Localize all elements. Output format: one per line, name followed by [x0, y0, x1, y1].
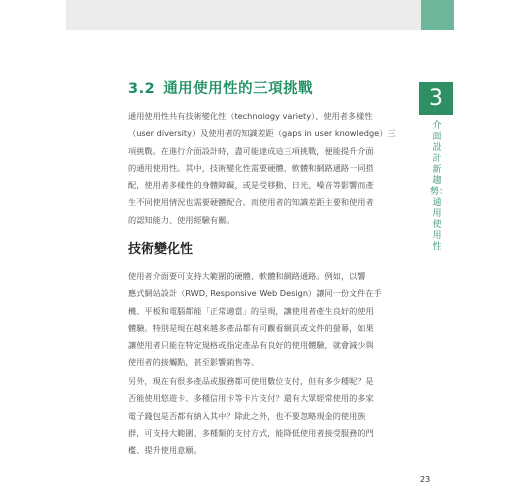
- paragraph-line: 機、平板和電腦都能「正常適當」的呈現，讓使用者產生良好的使用: [128, 305, 374, 316]
- section-title: 通用使用性的三項挑戰: [163, 81, 314, 97]
- paragraph-line: 應式網站設計（RWD, Responsive Web Design）讓同一份文件在手: [128, 288, 382, 299]
- paragraph-line: 項挑戰。在進行介面設計時，盡可能達成這三項挑戰，便能提升介面: [128, 145, 374, 156]
- paragraph-line: 的認知能力、使用經驗有關。: [128, 214, 235, 225]
- header-chapter-tab: [421, 0, 454, 30]
- paragraph-line: 檻、提升使用意願。: [128, 445, 202, 456]
- paragraph-line: 使用者的接觸點，甚至影響銷售等。: [128, 357, 260, 368]
- paragraph-line: 群，可支持大範圍、多種類的支付方式，能降低使用者接受服務的門: [128, 427, 374, 438]
- header-bar: [66, 0, 454, 30]
- paragraph-line: 生不同使用情況也需要硬體配合。而使用者的知識差距主要和使用者: [128, 197, 374, 208]
- paragraph-line: （user diversity）及使用者的知識差距（gaps in user knowledge）三: [128, 128, 396, 139]
- chapter-title-vertical: 介面設計新趨勢：通用使用性: [430, 121, 449, 252]
- intro-paragraph: [128, 108, 410, 229]
- paragraph-line: 否能使用悠遊卡、多種信用卡等卡片支付？還有大眾經常使用的多家: [128, 393, 374, 404]
- page-number: 23: [420, 475, 431, 484]
- paragraph-line: 另外，現在有很多產品或服務都可使用數位支付，但有多少種呢？是: [128, 376, 374, 386]
- payment-paragraph: [128, 373, 410, 459]
- paragraph-line: 配，使用者多樣性的身體障礙，或是受移動、日光、噪音等影響而產: [128, 180, 374, 191]
- paragraph-line: 讓使用者只能在特定規格或指定產品有良好的使用體驗，就會減少與: [128, 340, 374, 351]
- paragraph-line: 使用者介面要可支持大範圍的硬體、軟體和網路通路。例如，以響: [128, 271, 366, 281]
- section-heading: [128, 77, 313, 98]
- chapter-number-badge: 3: [419, 82, 453, 115]
- paragraph-line: 通用使用性共有技術變化性（technology variety）、使用者多樣性: [128, 111, 373, 121]
- technology-variety-paragraph: [128, 268, 410, 372]
- paragraph-line: 的通用使用性。其中，技術變化性需要硬體、軟體和網路通路一同搭: [128, 162, 374, 173]
- paragraph-line: 電子錢包是否都有納入其中？除此之外，也不要忽略現金的使用族: [128, 410, 366, 421]
- paragraph-line: 體驗。特別是現在越來越多產品都有可觀看網頁或文件的螢幕，如果: [128, 322, 374, 333]
- subsection-heading: 技術變化性: [128, 242, 194, 257]
- section-number: 3.2: [128, 81, 156, 97]
